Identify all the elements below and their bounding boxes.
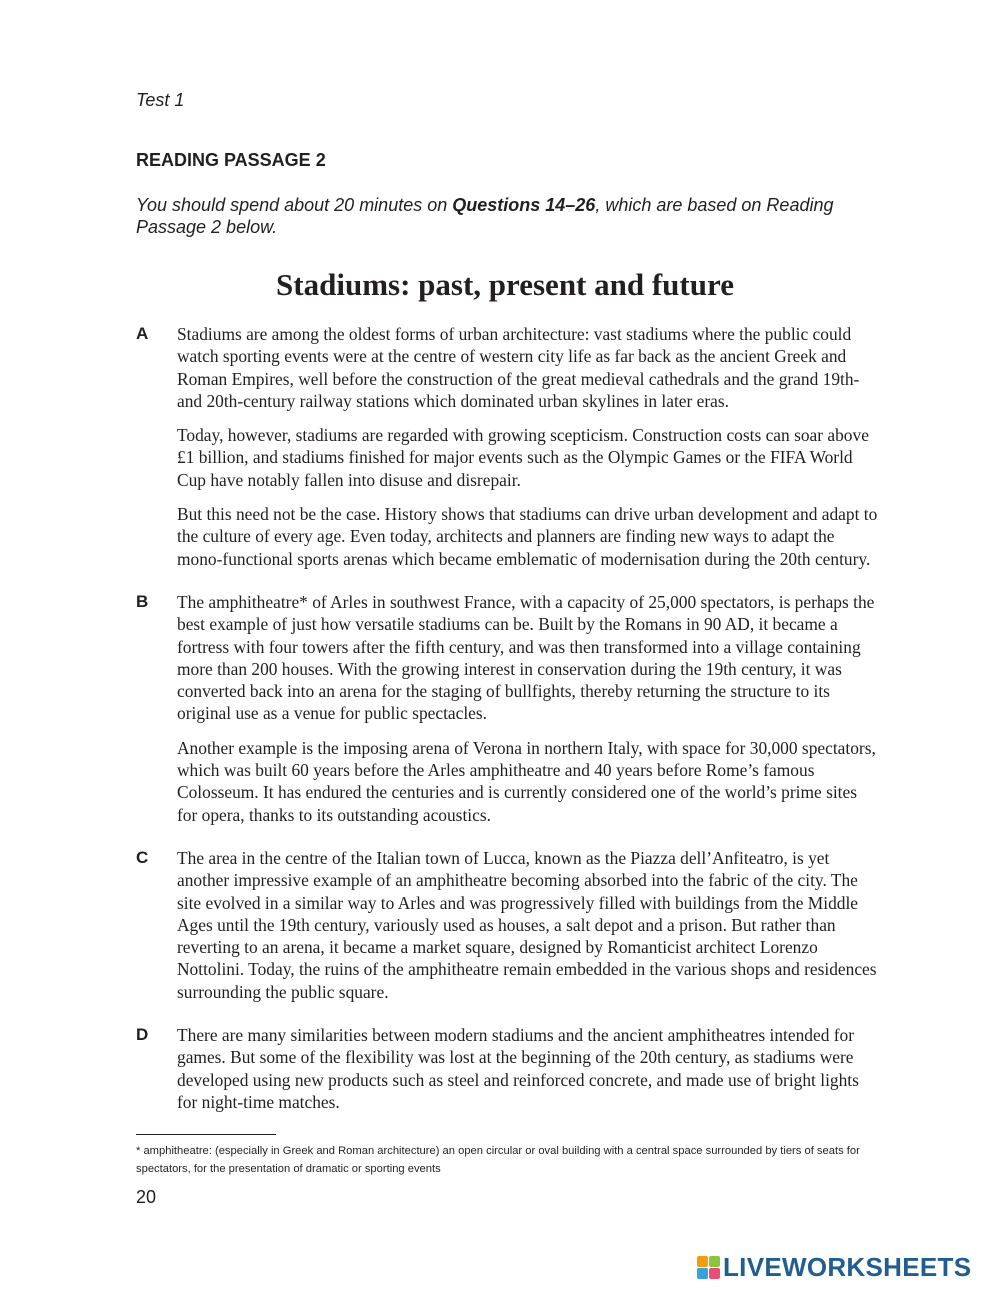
section-paragraphs — [177, 847, 881, 1015]
logo-square — [709, 1256, 720, 1267]
footnote-divider — [136, 1134, 276, 1135]
section-paragraphs — [177, 1024, 881, 1113]
instructions-questions: Questions 14–26 — [452, 195, 596, 215]
passage-title: Stadiums: past, present and future — [276, 267, 734, 302]
liveworksheets-logo[interactable] — [697, 1252, 971, 1283]
section-letter: B — [136, 591, 149, 611]
paragraph: Another example is the imposing arena of Verona in northern Italy, with space for 30,000 spectators, which was built 60 years before the Arles amphitheatre and 40 years before Rome’s famous Colosseum. It has endured the centuries and is currently considered one of the world’s prime sites for opera, thanks to its outstanding acoustics. — [177, 737, 876, 825]
paragraph: There are many similarities between modern stadiums and the ancient amphitheatres intended for games. But some of the flexibility was lost at the beginning of the 20th century, as stadiums were developed using new products such as steel and reinforced concrete, and made use of bright lights for night-time matches. — [177, 1025, 859, 1112]
logo-square — [709, 1268, 720, 1279]
paragraph: Today, however, stadiums are regarded with growing scepticism. Construction costs can soar above £1 billion, and stadiums finished for major events such as the Olympic Games or the FIFA World Cup have notably fallen into disuse and disrepair. — [177, 425, 869, 490]
passage-body — [136, 323, 881, 1122]
logo-icon — [697, 1256, 720, 1279]
section-b — [136, 591, 881, 838]
section-a — [136, 323, 881, 582]
instructions-before: You should spend about 20 minutes on — [136, 195, 453, 215]
section-paragraphs — [177, 591, 881, 838]
section-letter: D — [136, 1025, 149, 1045]
running-header: Test 1 — [136, 90, 185, 110]
section-letter: A — [136, 324, 149, 343]
logo-square — [697, 1256, 708, 1267]
footnote: * amphitheatre: (especially in Greek and Roman architecture) an open circular or oval building with a central space surrounded by tiers of seats for spectators, for the presentation of dramatic or sporting events — [136, 1145, 860, 1175]
paragraph: The amphitheatre* of Arles in southwest France, with a capacity of 25,000 spectators, is perhaps the best example of just how versatile stadiums can be. Built by the Romans in 90 AD, it became a fortress with four towers after the fifth century, and was then transformed into a village containing more than 200 houses. With the growing interest in conservation during the 19th century, it was converted back into an arena for the staging of bullfights, thereby returning the structure to its original use as a venue for public spectacles. — [177, 591, 875, 724]
paragraph: But this need not be the case. History shows that stadiums can drive urban development and adapt to the culture of every age. Even today, architects and planners are finding new ways to adapt the mono-functional sports arenas which became emblematic of modernisation during the 20th century. — [177, 504, 878, 569]
section-d — [136, 1024, 881, 1113]
page-number: 20 — [136, 1187, 157, 1207]
section-c — [136, 847, 881, 1015]
logo-text: LIVEWORKSHEETS — [723, 1252, 972, 1282]
section-title: READING PASSAGE 2 — [136, 150, 326, 170]
section-letter: C — [136, 847, 149, 867]
logo-square — [697, 1268, 708, 1279]
instructions-after: , which are based on Reading Passage 2 below. — [136, 195, 834, 237]
section-paragraphs — [177, 323, 881, 582]
instructions — [136, 194, 896, 238]
paragraph: The area in the centre of the Italian town of Lucca, known as the Piazza dell’Anfiteatro, is yet another impressive example of an amphitheatre becoming absorbed into the fabric of the city. The site evolved in a similar way to Arles and was progressively filled with buildings from the Middle Ages until the 19th century, variously used as houses, a salt depot and a prison. But rather than reverting to an arena, it became a market square, designed by Romanticist architect Lorenzo Nottolini. Today, the ruins of the amphitheatre remain embedded in the various shops and residences surrounding the public square. — [177, 847, 877, 1002]
paragraph: Stadiums are among the oldest forms of urban architecture: vast stadiums where the public could watch sporting events were at the centre of western city life as far back as the ancient Greek and Roman Empires, well before the construction of the great medieval cathedrals and the grand 19th- and 20th-century railway stations which dominated urban skylines in later eras. — [177, 324, 860, 411]
